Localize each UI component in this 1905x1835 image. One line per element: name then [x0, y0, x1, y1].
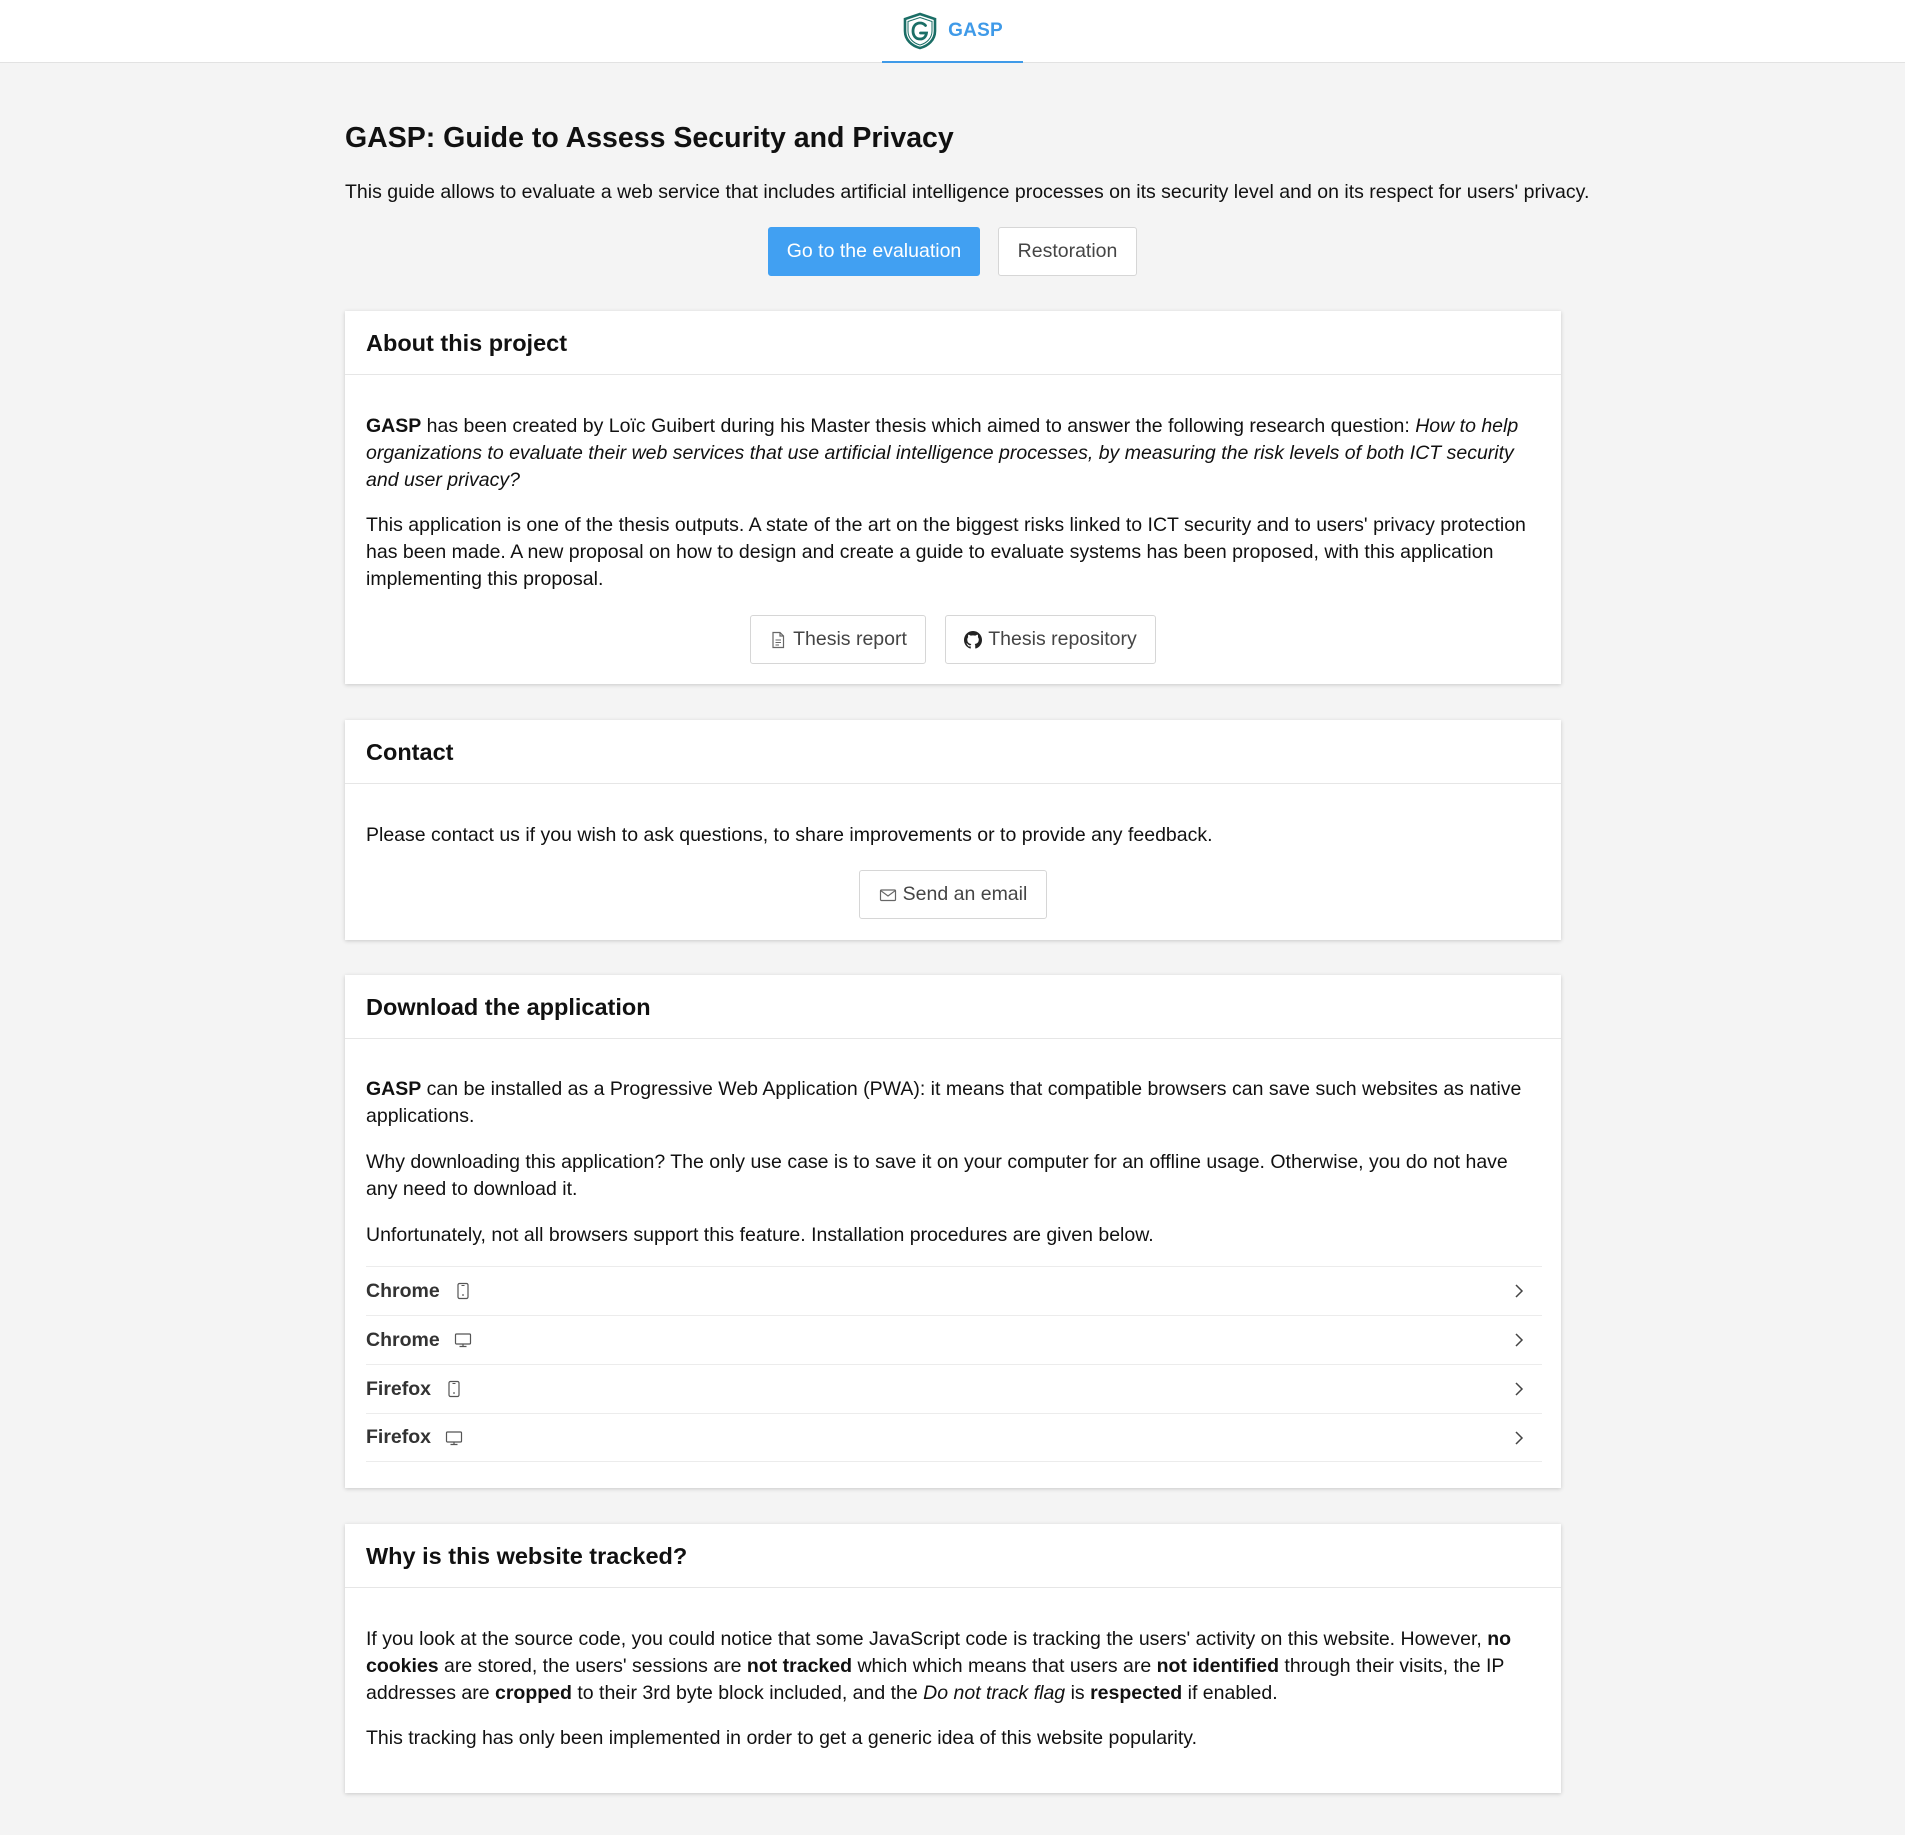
device-icon-wrap	[454, 1331, 472, 1349]
about-p1-text: has been created by Loïc Guibert during his Master thesis which aimed to answer the following research question:	[421, 415, 1416, 437]
tablet-icon	[454, 1282, 472, 1300]
browser-label: Chrome	[366, 1328, 440, 1351]
tracking-text: are stored, the users' sessions are	[438, 1655, 747, 1677]
desktop-icon	[445, 1429, 463, 1447]
about-title: About this project	[345, 311, 1561, 375]
brand-link[interactable]	[882, 0, 1023, 63]
browser-label: Firefox	[366, 1377, 432, 1400]
about-paragraph-2: This application is one of the thesis outputs. A state of the art on the biggest risks linked to ICT security and to users' privacy protection has been made. A new proposal on how to design and create a guide to evaluate systems has been proposed, with this application implementing this proposal.	[366, 514, 1526, 590]
download-paragraph-3: Unfortunately, not all browsers support this feature. Installation procedures are given below.	[366, 1224, 1154, 1246]
chevron-right-icon	[1510, 1429, 1528, 1447]
chevron-right-icon	[1510, 1380, 1528, 1398]
tracking-text: is	[1065, 1682, 1091, 1704]
tracking-text: through their visits, the IP addresses are	[366, 1655, 1505, 1704]
chevron-right-icon	[1510, 1331, 1528, 1349]
tracking-text: to their 3rd byte block included, and the	[571, 1682, 924, 1704]
desktop-icon	[454, 1331, 472, 1349]
download-paragraph-1	[366, 1076, 1542, 1130]
tracking-card	[345, 1524, 1561, 1793]
go-to-evaluation-button[interactable]: Go to the evaluation	[768, 227, 980, 276]
research-question: How to help organizations to evaluate their web services that use artificial intelligence processes, by measuring the risk levels of both ICT security and user privacy?	[366, 415, 1519, 491]
firefox-desktop-item[interactable]	[366, 1413, 1542, 1462]
hero-actions	[345, 227, 1561, 277]
browser-label: Chrome	[366, 1279, 440, 1302]
contact-title: Contact	[345, 720, 1561, 784]
thesis-report-label: Thesis report	[793, 628, 907, 650]
shield-g-icon	[902, 12, 938, 50]
github-icon	[964, 631, 982, 649]
send-email-label: Send an email	[902, 883, 1028, 905]
tracking-paragraph-1	[366, 1626, 1542, 1707]
download-paragraph-2: Why downloading this application? The only use case is to save it on your computer for an offline usage. Otherwise, you do not have any need to download it.	[366, 1151, 1508, 1200]
contact-text: Please contact us if you wish to ask questions, to share improvements or to provide any feedback.	[366, 824, 1213, 846]
send-email-button[interactable]	[859, 870, 1047, 919]
restoration-button[interactable]: Restoration	[998, 227, 1137, 276]
about-paragraph-1	[366, 413, 1542, 494]
download-gasp-bold: GASP	[366, 1078, 422, 1100]
thesis-repository-label: Thesis repository	[988, 628, 1137, 650]
intro-text: This guide allows to evaluate a web service that includes artificial intelligence processes on its security level and on its respect for users' privacy.	[345, 181, 1590, 203]
about-gasp-bold: GASP	[366, 415, 422, 437]
device-icon-wrap	[454, 1282, 472, 1300]
device-icon-wrap	[445, 1429, 463, 1447]
about-card	[345, 311, 1561, 684]
tracking-text: which which means that users are	[852, 1655, 1157, 1677]
chrome-mobile-item[interactable]	[366, 1266, 1542, 1315]
download-title: Download the application	[345, 975, 1561, 1039]
tracking-bold: not identified	[1156, 1655, 1279, 1677]
tablet-icon	[445, 1380, 463, 1398]
tracking-title: Why is this website tracked?	[345, 1524, 1561, 1588]
tracking-bold: no cookies	[366, 1628, 1512, 1677]
mail-icon	[879, 886, 897, 904]
document-icon	[769, 631, 787, 649]
page-title: GASP: Guide to Assess Security and Privacy	[345, 122, 954, 154]
tracking-italic: Do not track flag	[923, 1682, 1066, 1704]
tracking-bold: not tracked	[746, 1655, 853, 1677]
chevron-right-icon	[1510, 1282, 1528, 1300]
thesis-repository-button[interactable]	[945, 615, 1156, 664]
device-icon-wrap	[445, 1380, 463, 1398]
thesis-report-button[interactable]	[750, 615, 926, 664]
top-navbar	[0, 0, 1905, 63]
brand-name: GASP	[948, 20, 1003, 41]
firefox-mobile-item[interactable]	[366, 1364, 1542, 1413]
download-card	[345, 975, 1561, 1488]
tracking-text: if enabled.	[1182, 1682, 1278, 1704]
download-p1-text: can be installed as a Progressive Web Application (PWA): it means that compatible browsers can save such websites as native applications.	[366, 1078, 1522, 1127]
tracking-paragraph-2: This tracking has only been implemented in order to get a generic idea of this website popularity.	[366, 1727, 1198, 1749]
browser-label: Firefox	[366, 1426, 432, 1448]
tracking-text: If you look at the source code, you could notice that some JavaScript code is tracking the users' activity on this website. However,	[366, 1628, 1488, 1650]
chrome-desktop-item[interactable]	[366, 1315, 1542, 1364]
tracking-bold: cropped	[495, 1682, 572, 1704]
contact-card	[345, 720, 1561, 940]
tracking-bold: respected	[1090, 1682, 1183, 1704]
